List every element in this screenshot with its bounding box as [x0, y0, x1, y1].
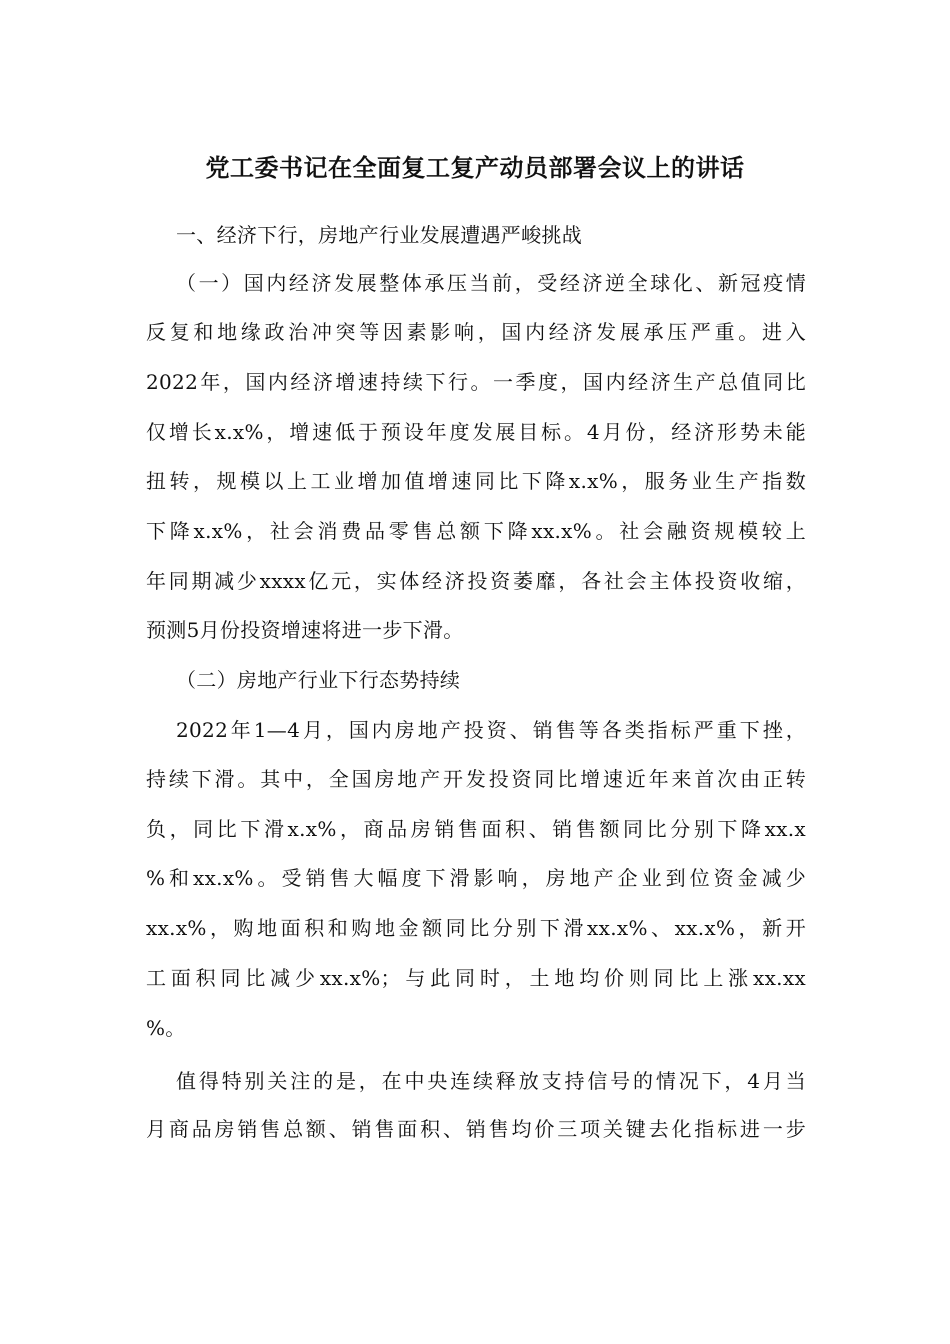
paragraph-line: 负，同比下滑x.x%，商品房销售面积、销售额同比分别下降xx.x: [146, 817, 806, 841]
paragraph-line: 值得特别关注的是，在中央连续释放支持信号的情况下，4月当: [176, 1069, 806, 1093]
paragraph-line: xx.x%，购地面积和购地金额同比分别下滑xx.x%、xx.x%，新开: [146, 916, 806, 940]
paragraph-line: 年同期减少xxxx亿元，实体经济投资萎靡，各社会主体投资收缩，: [146, 569, 806, 593]
paragraph-line: 2022年，国内经济增速持续下行。一季度，国内经济生产总值同比: [146, 370, 806, 394]
paragraph-line: （一）国内经济发展整体承压当前，受经济逆全球化、新冠疫情: [176, 271, 806, 295]
paragraph-line: %。: [146, 1016, 186, 1040]
paragraph-line: %和xx.x%。受销售大幅度下滑影响，房地产企业到位资金减少: [146, 866, 806, 890]
paragraph-line: 仅增长x.x%，增速低于预设年度发展目标。4月份，经济形势未能: [146, 420, 806, 444]
paragraph-line: 工面积同比减少xx.x%；与此同时，土地均价则同比上涨xx.xx: [146, 966, 806, 990]
paragraph-line: 月商品房销售总额、销售面积、销售均价三项关键去化指标进一步: [146, 1117, 806, 1141]
paragraph-line: 下降x.x%，社会消费品零售总额下降xx.x%。社会融资规模较上: [146, 519, 806, 543]
section-heading-2: （二）房地产行业下行态势持续: [176, 668, 461, 692]
paragraph-line: 2022年1—4月，国内房地产投资、销售等各类指标严重下挫，: [176, 718, 806, 742]
paragraph-line: 反复和地缘政治冲突等因素影响，国内经济发展承压严重。进入: [146, 320, 806, 344]
paragraph-line: 扭转，规模以上工业增加值增速同比下降x.x%，服务业生产指数: [146, 469, 806, 493]
paragraph-line: 预测5月份投资增速将进一步下滑。: [146, 618, 464, 642]
document-title: 党工委书记在全面复工复产动员部署会议上的讲话: [205, 153, 745, 182]
paragraph-line: 持续下滑。其中，全国房地产开发投资同比增速近年来首次由正转: [146, 767, 806, 791]
section-heading-1: 一、经济下行，房地产行业发展遭遇严峻挑战: [176, 223, 582, 247]
